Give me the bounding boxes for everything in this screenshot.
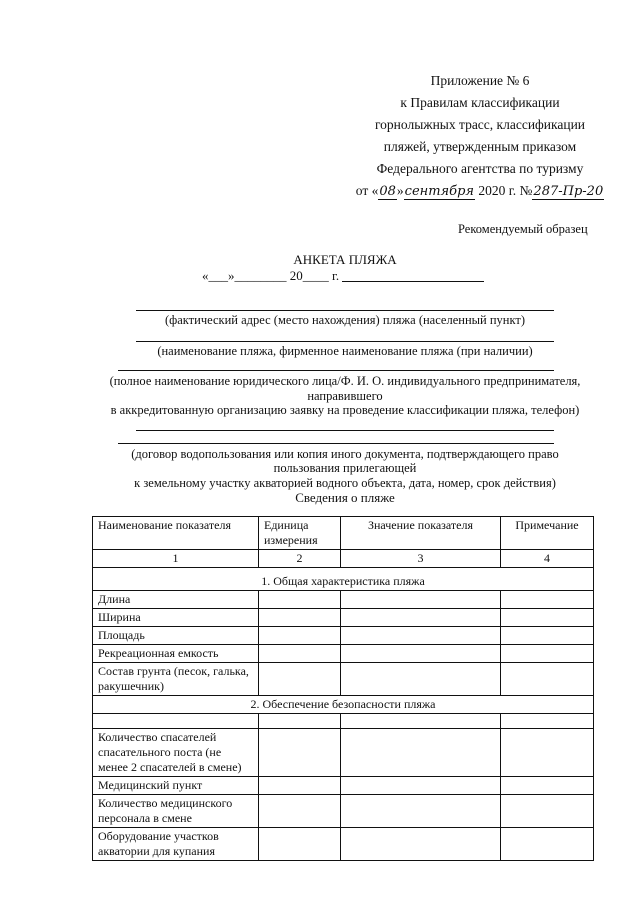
row-label: Медицинский пункт <box>93 777 259 795</box>
value-cell[interactable] <box>341 795 501 828</box>
note-cell[interactable] <box>501 828 594 861</box>
unit-cell[interactable] <box>259 795 341 828</box>
unit-cell[interactable] <box>259 645 341 663</box>
legal-caption-1: (полное наименование юридического лица/Ф. И. О. индивидуального предпринимателя, <box>109 374 581 388</box>
section-heading: 2. Обеспечение безопасности пляжа <box>93 696 594 714</box>
table-row <box>93 795 594 828</box>
appendix-line: к Правилам классификации <box>400 95 560 110</box>
header-cell: Наименование показателя <box>93 517 259 550</box>
header-cell: Единица измерения <box>259 517 341 550</box>
contract-rule-2 <box>118 443 554 444</box>
appendix-line: горнолыжных трасс, классификации <box>374 117 586 132</box>
order-date-line: от «08»сентября 2020 г. №287-Пр-20 <box>355 183 604 199</box>
value-cell[interactable] <box>341 627 501 645</box>
info-heading: Сведения о пляже <box>295 490 395 505</box>
table-row <box>93 714 594 729</box>
unit-cell[interactable] <box>259 828 341 861</box>
address-rule <box>136 310 554 311</box>
contract-caption-1: (договор водопользования или копия иного документа, подтверждающего право <box>131 447 559 461</box>
note-cell[interactable] <box>501 609 594 627</box>
value-cell[interactable] <box>341 729 501 777</box>
row-label: Количество спасателей спасательного поста (не менее 2 спасателей в смене) <box>93 729 259 777</box>
header-cell: Примечание <box>501 517 594 550</box>
number-cell: 2 <box>259 550 341 568</box>
appendix-line: Федерального агентства по туризму <box>376 161 584 176</box>
recommended-sample-label: Рекомендуемый образец <box>458 222 588 236</box>
contract-caption-2: пользования прилегающей <box>273 461 417 475</box>
note-cell[interactable] <box>501 729 594 777</box>
legal-rule <box>118 370 554 371</box>
order-number: 287-Пр-20 <box>533 184 604 199</box>
table-row <box>93 828 594 861</box>
legal-caption-2: направившего <box>307 389 383 403</box>
form-date-line: «___»________ 20____ г. <box>202 268 340 283</box>
table-row <box>93 609 594 627</box>
unit-cell[interactable] <box>259 663 341 696</box>
appendix-line: пляжей, утвержденным приказом <box>383 139 577 154</box>
section-row <box>93 568 594 591</box>
form-title: АНКЕТА ПЛЯЖА <box>293 252 397 267</box>
row-label: Длина <box>93 591 259 609</box>
note-cell[interactable] <box>501 663 594 696</box>
number-cell: 3 <box>341 550 501 568</box>
value-cell[interactable] <box>341 591 501 609</box>
table-row <box>93 645 594 663</box>
row-label: Ширина <box>93 609 259 627</box>
table-row <box>93 663 594 696</box>
name-caption: (наименование пляжа, фирменное наименование пляжа (при наличии) <box>157 344 533 358</box>
order-month: сентября <box>404 184 475 199</box>
unit-cell[interactable] <box>259 627 341 645</box>
table-row <box>93 591 594 609</box>
value-cell[interactable] <box>341 777 501 795</box>
row-label: Площадь <box>93 627 259 645</box>
note-cell[interactable] <box>501 777 594 795</box>
appendix-title: Приложение № 6 <box>430 73 530 88</box>
table-row <box>93 729 594 777</box>
section-heading: 1. Общая характеристика пляжа <box>93 568 594 591</box>
note-cell[interactable] <box>501 591 594 609</box>
value-cell[interactable] <box>341 645 501 663</box>
value-cell[interactable] <box>341 663 501 696</box>
section-row <box>93 696 594 714</box>
name-rule <box>136 341 554 342</box>
row-label: Состав грунта (песок, галька, ракушечник) <box>93 663 259 696</box>
unit-cell[interactable] <box>259 591 341 609</box>
number-cell: 1 <box>93 550 259 568</box>
row-label: Оборудование участков акватории для купания <box>93 828 259 861</box>
contract-rule-1 <box>136 430 554 431</box>
number-cell: 4 <box>501 550 594 568</box>
form-date-rule <box>342 281 484 282</box>
beach-info-table <box>92 516 594 861</box>
row-label: Рекреационная емкость <box>93 645 259 663</box>
address-caption: (фактический адрес (место нахождения) пляжа (населенный пункт) <box>164 313 526 327</box>
table-header-row <box>93 517 594 550</box>
row-label <box>93 714 259 729</box>
table-row <box>93 777 594 795</box>
unit-cell[interactable] <box>259 729 341 777</box>
value-cell[interactable] <box>341 828 501 861</box>
note-cell[interactable] <box>501 627 594 645</box>
appendix-header <box>330 70 630 202</box>
table-number-row <box>93 550 594 568</box>
unit-cell[interactable] <box>259 777 341 795</box>
note-cell[interactable] <box>501 645 594 663</box>
note-cell[interactable] <box>501 714 594 729</box>
value-cell[interactable] <box>341 714 501 729</box>
value-cell[interactable] <box>341 609 501 627</box>
row-label: Количество медицинского персонала в смене <box>93 795 259 828</box>
legal-caption-3: в аккредитованную организацию заявку на проведение классификации пляжа, телефон) <box>110 403 580 417</box>
contract-caption-3: к земельному участку акваторией водного объекта, дата, номер, срок действия) <box>134 476 556 490</box>
unit-cell[interactable] <box>259 714 341 729</box>
table-row <box>93 627 594 645</box>
note-cell[interactable] <box>501 795 594 828</box>
unit-cell[interactable] <box>259 609 341 627</box>
header-cell: Значение показателя <box>341 517 501 550</box>
order-day: 08 <box>379 184 396 199</box>
